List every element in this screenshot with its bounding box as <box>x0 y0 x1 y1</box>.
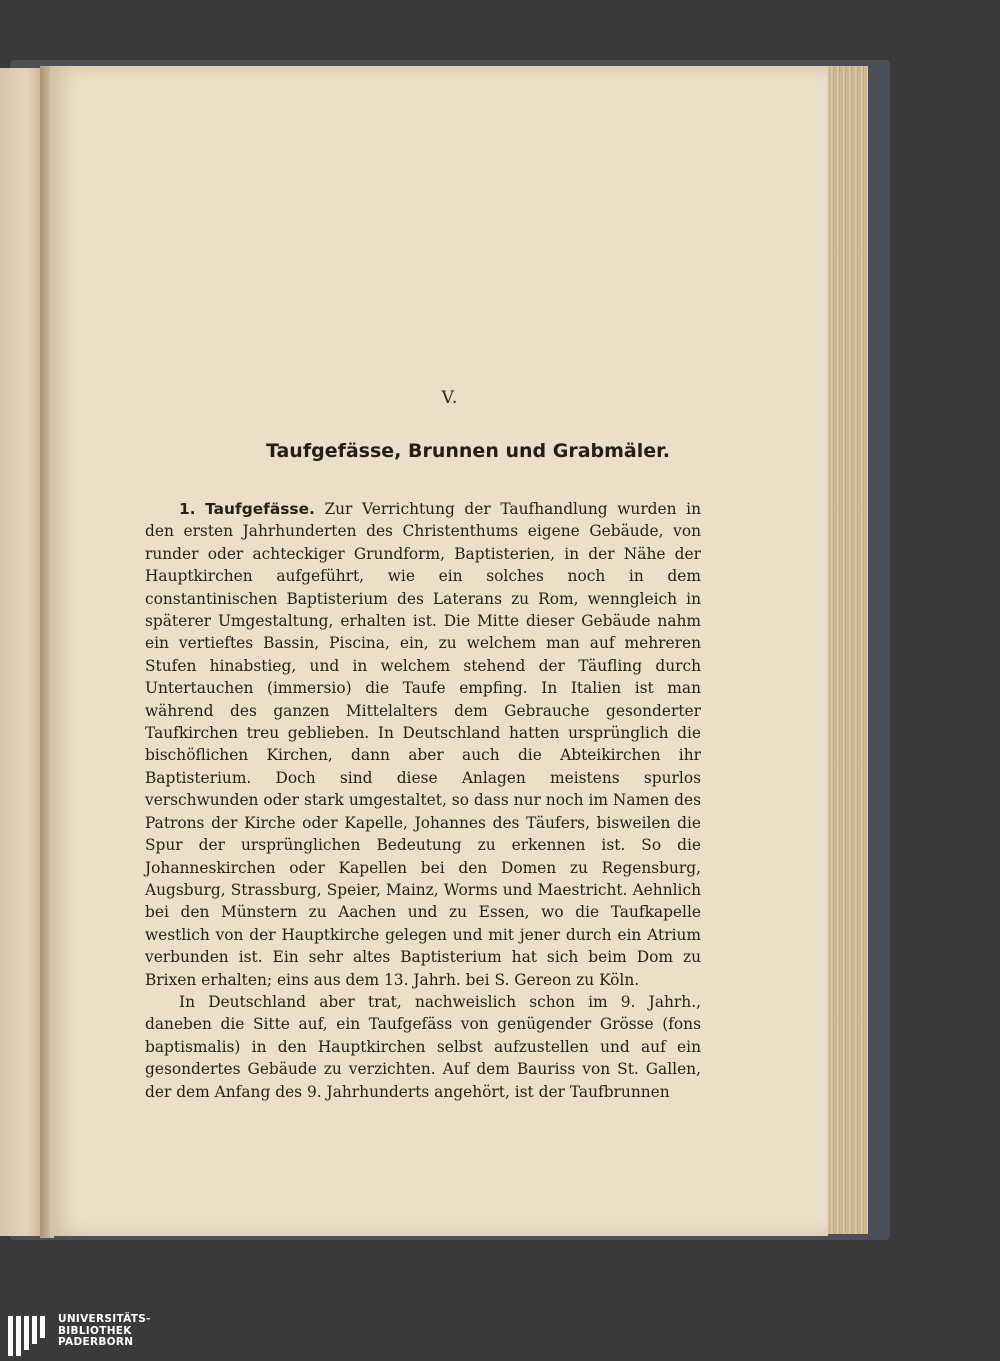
book-page <box>50 66 828 1236</box>
section-number: 1. <box>179 500 196 518</box>
paragraph-1 <box>145 498 701 991</box>
body-text <box>145 498 701 1103</box>
chapter-number: V. <box>441 388 459 408</box>
library-name-line2: BIBLIOTHEK <box>58 1324 132 1337</box>
section-heading: Taufgefässe. <box>205 500 315 518</box>
paragraph-2: In Deutschland aber trat, nachweislich schon im 9. Jahrh., daneben die Sitte auf, ein Taufgefäss von genügender Grösse (fons baptismalis) in den Hauptkirchen selbst aufzustellen und auf ein gesondertes Gebäude zu verzichten. Auf dem Bauriss von St. Gallen, der dem Anfang des 9. Jahrhunderts angehört, ist der Taufbrunnen <box>145 992 701 1101</box>
page-stack-edges <box>822 66 868 1234</box>
library-logo-icon <box>5 1312 53 1360</box>
library-name-line1: UNIVERSITÄTS- <box>58 1313 151 1325</box>
left-page-edge <box>0 68 44 1236</box>
chapter-title: Taufgefässe, Brunnen und Grabmäler. <box>265 440 671 462</box>
library-name <box>58 1314 178 1349</box>
paragraph-1-text: Zur Verrichtung der Taufhandlung wurden in den ersten Jahrhunderten des Christenthums eigene Gebäude, von runder oder achteckiger Grundform, Baptisterien, in der Nähe der Hauptkirchen aufgeführt, wie ein solches noch in dem constantinischen Baptisterium des Laterans zu Rom, wenngleich in späterer Umgestaltung, erhalten ist. Die Mitte dieser Gebäude nahm ein vertieftes Bassin, Piscina, ein, zu welchem man auf mehreren Stufen hinabstieg, und in welchem stehend der Täufling durch Untertauchen (immersio) die Taufe empfing. In Italien ist man während des ganzen Mittelalters dem Gebrauche gesonderter Taufkirchen treu geblieben. In Deutschland hatten ursprünglich die bischöflichen Kirchen, dann aber auch die Abteikirchen ihr Baptisterium. Doch sind diese Anlagen meistens spurlos verschwunden oder stark umgestaltet, so dass nur noch im Namen des Patrons der Kirche oder Kapelle, Johannes des Täufers, bisweilen die Spur der ursprünglichen Bedeutung zu erkennen ist. So die Johanneskirchen oder Kapellen bei den Domen zu Regensburg, Augsburg, Strassburg, Speier, Mainz, Worms und Maestricht. Aehnlich bei den Münstern zu Aachen und zu Essen, wo die Taufkapelle westlich von der Hauptkirche gelegen und mit jener durch ein Atrium verbunden ist. Ein sehr altes Baptisterium hat sich beim Dom zu Brixen erhalten; eins aus dem 13. Jahrh. bei S. Gereon zu Köln. <box>145 500 701 989</box>
library-name-line3: PADERBORN <box>58 1336 134 1348</box>
